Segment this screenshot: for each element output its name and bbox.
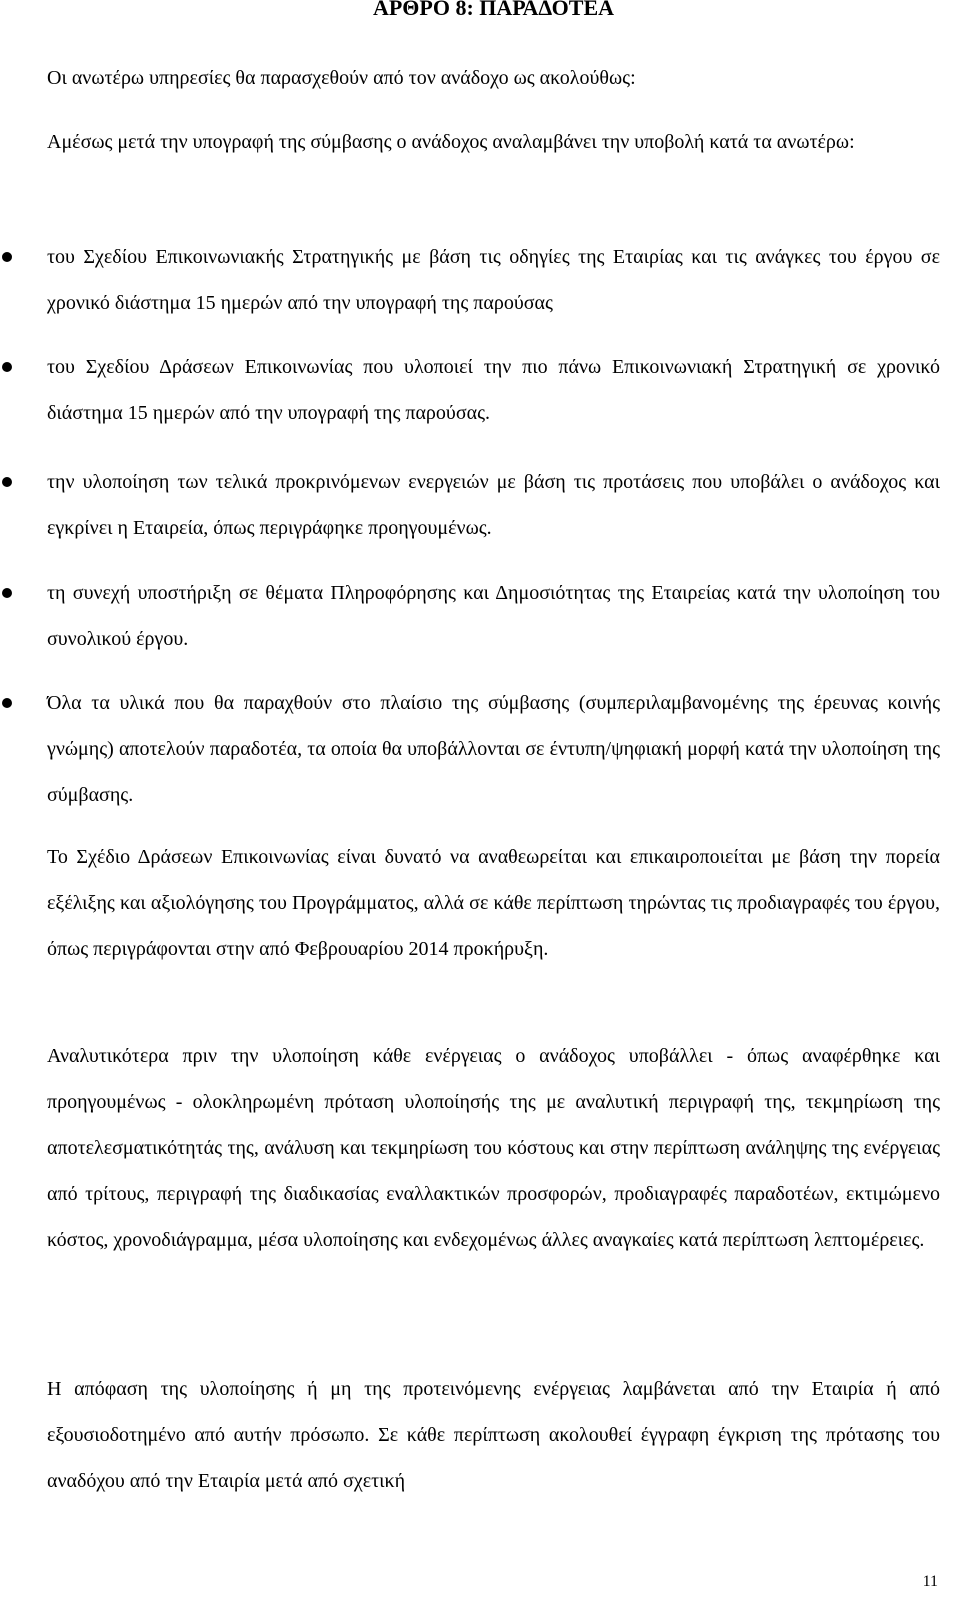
bullet-icon [2,698,12,708]
bullet-item-implementation [47,459,940,551]
bullet-text: τη συνεχή υποστήριξη σε θέματα Πληροφόρησης και Δημοσιότητας της Εταιρείας κατά την υλοποίηση του συνολικού έργου. [47,582,940,650]
bullet-icon [2,477,12,487]
decision-paragraph: Η απόφαση της υλοποίησης ή μη της προτεινόμενης ενέργειας λαμβάνεται από την Εταιρία ή από εξουσιοδοτημένο από αυτήν πρόσωπο. Σε κάθε περίπτωση ακολουθεί έγγραφη έγκριση της πρότασης του αναδόχου από την Εταιρία μετά από σχετική [47,1378,940,1492]
lead-paragraph: Αμέσως μετά την υπογραφή της σύμβασης ο ανάδοχος αναλαμβάνει την υποβολή κατά τα ανωτέρω: [47,131,855,153]
bullet-icon [2,588,12,598]
bullet-icon [2,362,12,372]
bullet-item-deliverables [47,680,940,818]
bullet-item-strategy [47,234,940,326]
intro-paragraph: Οι ανωτέρω υπηρεσίες θα παρασχεθούν από τον ανάδοχο ως ακολούθως: [47,67,636,89]
article-title: ΑΡΘΡΟ 8: ΠΑΡΑΔΟΤΕΑ [372,0,615,20]
bullet-text: Όλα τα υλικά που θα παραχθούν στο πλαίσιο της σύμβασης (συμπεριλαμβανομένης της έρευνας κοινής γνώμης) αποτελούν παραδοτέα, τα οποία θα υποβάλλονται σε έντυπη/ψηφιακή μορφή κατά την υλοποίηση της σύμβασης. [47,692,940,806]
bullet-icon [2,252,12,262]
bullet-item-support [47,570,940,662]
page-number: 11 [922,1573,938,1590]
bullet-text: του Σχεδίου Επικοινωνιακής Στρατηγικής με βάση τις οδηγίες της Εταιρίας και τις ανάγκες του έργου σε χρονικό διάστημα 15 ημερών από την υπογραφή της παρούσας [47,246,940,314]
details-paragraph: Αναλυτικότερα πριν την υλοποίηση κάθε ενέργειας ο ανάδοχος υποβάλλει - όπως αναφέρθηκε και προηγουμένως - ολοκληρωμένη πρόταση υλοποίησής της με αναλυτική περιγραφή της, τεκμηρίωση της αποτελεσματικότητάς της, ανάλυση και τεκμηρίωση του κόστους και στην περίπτωση ανάληψης της ενέργειας από τρίτους, περιγραφή της διαδικασίας εναλλακτικών προσφορών, προδιαγραφές παραδοτέων, εκτιμώμενο κόστος, χρονοδιάγραμμα, μέσα υλοποίησης και ενδεχομένως άλλες αναγκαίες κατά περίπτωση λεπτομέρειες. [47,1045,940,1251]
revision-paragraph: Το Σχέδιο Δράσεων Επικοινωνίας είναι δυνατό να αναθεωρείται και επικαιροποιείται με βάση την πορεία εξέλιξης και αξιολόγησης του Προγράμματος, αλλά σε κάθε περίπτωση τηρώντας τις προδιαγραφές του έργου, όπως περιγράφονται στην από Φεβρουαρίου 2014 προκήρυξη. [47,846,940,960]
bullet-item-action-plan [47,344,940,436]
bullet-text: του Σχεδίου Δράσεων Επικοινωνίας που υλοποιεί την πιο πάνω Επικοινωνιακή Στρατηγική σε χρονικό διάστημα 15 ημερών από την υπογραφή της παρούσας. [47,356,940,424]
bullet-text: την υλοποίηση των τελικά προκρινόμενων ενεργειών με βάση τις προτάσεις που υποβάλει ο ανάδοχος και εγκρίνει η Εταιρεία, όπως περιγράφηκε προηγουμένως. [47,471,940,539]
